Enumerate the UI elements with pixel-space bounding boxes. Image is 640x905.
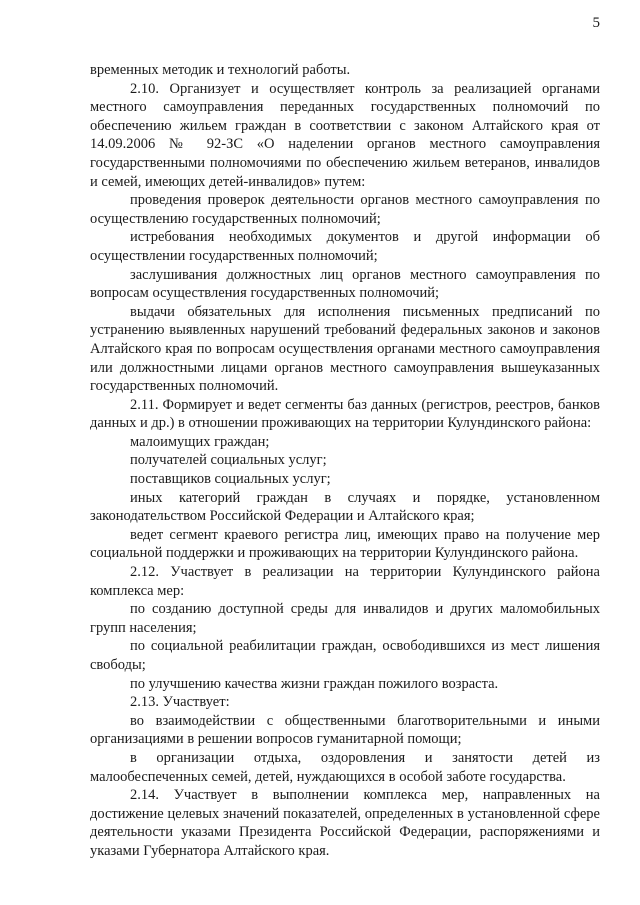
list-item-accessible-environment: по созданию доступной среды для инвалидов и других маломобильных групп населения; — [90, 601, 600, 636]
list-item-children-recreation: в организации отдыха, оздоровления и занятости детей из малообеспеченных семей, детей, нуждающихся в особой заботе государства. — [90, 749, 600, 785]
list-item-service-providers: поставщиков социальных услуг; — [130, 471, 331, 488]
list-item-regional-register: ведет сегмент краевого регистра лиц, имеющих право на получение мер социальной поддержки и проживающих на территории Кулундинского района. — [90, 526, 600, 562]
list-item-service-recipients: получателей социальных услуг; — [130, 452, 327, 469]
clause-2-13: 2.13. Участвует: — [130, 694, 230, 711]
list-item-humanitarian-aid: во взаимодействии с общественными благотворительными и иными организациями в решении вопросов гуманитарной помощи; — [90, 712, 600, 748]
clause-2-12: 2.12. Участвует в реализации на территории Кулундинского района комплекса мер: — [90, 564, 600, 599]
list-item-low-income: малоимущих граждан; — [130, 433, 270, 450]
clause-2-11: 2.11. Формирует и ведет сегменты баз данных (регистров, реестров, банков данных и др.) в отношении проживающих на территории Кулундинского района: — [90, 396, 600, 432]
clause-2-10: 2.10. Организует и осуществляет контроль за реализацией органами местного самоуправления переданных государственных полномочий по обеспечению жильем граждан в соответствии с законом Алтайского края от 14.09.2006 № 92-ЗС «О наделении органов местного самоуправления государственными полномочиями по обеспечению жильем ветеранов, инвалидов и семей, имеющих детей-инвалидов» путем: — [90, 80, 600, 190]
list-item-elderly: по улучшению качества жизни граждан пожилого возраста. — [130, 675, 499, 692]
list-item-inspections: проведения проверок деятельности органов местного самоуправления по осуществлению государственных полномочий; — [90, 192, 600, 227]
list-item-hearings: заслушивания должностных лиц органов местного самоуправления по вопросам осуществления государственных полномочий; — [90, 266, 600, 302]
clause-2-14: 2.14. Участвует в выполнении комплекса мер, направленных на достижение целевых значений показателей, определенных в установленной сфере деятельности указами Президента Российской Федерации, распоряжениями и указами Губернатора Алтайского края. — [90, 787, 600, 859]
list-item-orders: выдачи обязательных для исполнения письменных предписаний по устранению выявленных нарушений требований федеральных законов и законов Алтайского края по вопросам осуществления органами местного самоуправления или должностными лицами органов местного самоуправления вышеуказанных государственных полномочий. — [90, 303, 600, 395]
document-body — [90, 61, 600, 861]
list-item-rehabilitation: по социальной реабилитации граждан, освободившихся из мест лишения свободы; — [90, 638, 600, 673]
paragraph-continuation: временных методик и технологий работы. — [90, 62, 351, 78]
page-number: 5 — [592, 15, 600, 31]
list-item-documents-request: истребования необходимых документов и другой информации об осуществлении государственных полномочий; — [90, 229, 600, 264]
list-item-other-categories: иных категорий граждан в случаях и порядке, установленном законодательством Российской Федерации и Алтайского края; — [90, 489, 600, 525]
